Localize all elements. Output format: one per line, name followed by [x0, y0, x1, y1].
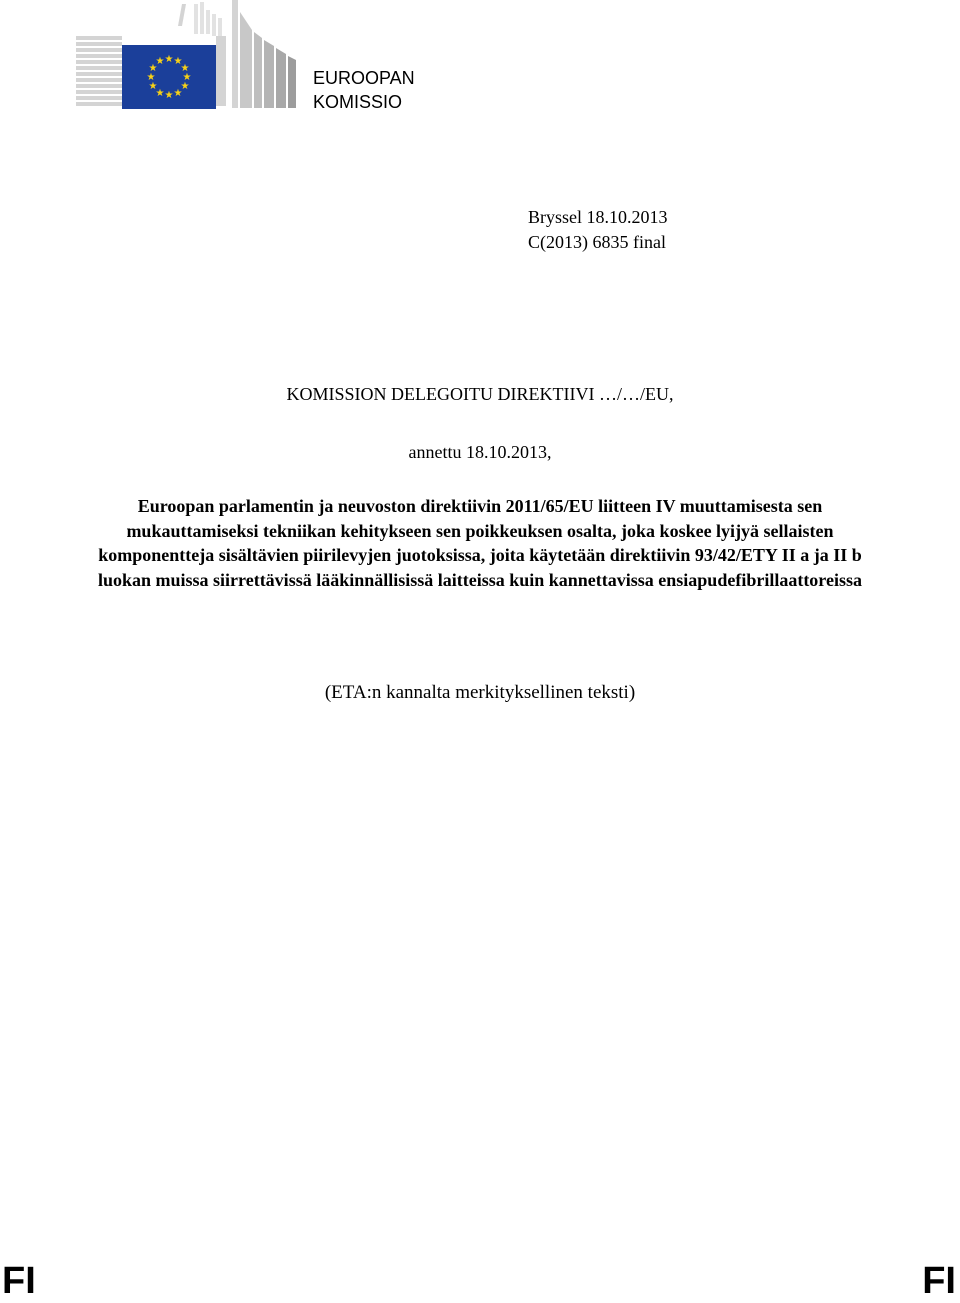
svg-text:★: ★ [155, 88, 165, 99]
document-date: annettu 18.10.2013, [408, 442, 552, 462]
organisation-name-line2: KOMISSIO [313, 92, 403, 112]
document-type: KOMISSION DELEGOITU DIREKTIIVI …/…/EU, [286, 384, 674, 404]
language-code-right: FI [922, 1260, 956, 1302]
reference-block [528, 205, 668, 255]
svg-text:★: ★ [148, 63, 158, 74]
european-commission-logo [76, 0, 298, 112]
svg-text:★: ★ [180, 63, 190, 74]
document-subject: Euroopan parlamentin ja neuvoston direktiivin 2011/65/EU liitteen IV muuttamisesta sen mukauttamiseksi tekniikan kehitykseen sen poikkeuksen osalta, joka koskee lyijyä sellaisten komponentteja sisältävien piirilevyjen juotoksissa, joita käytetään direktiivin 93/42/ETY II a ja II b luokan muissa siirrettävissä lääkinnällisissä laitteissa kuin kannettavissa ensiapudefibrillaattoreissa [98, 496, 862, 590]
svg-text:★: ★ [182, 72, 192, 83]
place-date: Bryssel 18.10.2013 [528, 207, 668, 227]
organisation-name [313, 66, 415, 114]
svg-text:★: ★ [180, 81, 190, 92]
organisation-name-line1: EUROOPAN [313, 68, 415, 88]
svg-text:★: ★ [164, 90, 174, 101]
svg-text:★: ★ [148, 81, 158, 92]
svg-text:★: ★ [146, 72, 156, 83]
svg-text:★: ★ [173, 88, 183, 99]
language-code-left: FI [2, 1260, 36, 1302]
svg-text:★: ★ [164, 54, 174, 65]
eea-relevance-note: (ETA:n kannalta merkityksellinen teksti) [324, 682, 636, 703]
svg-text:★: ★ [173, 56, 183, 67]
document-code: C(2013) 6835 final [528, 232, 666, 252]
svg-text:★: ★ [155, 56, 165, 67]
